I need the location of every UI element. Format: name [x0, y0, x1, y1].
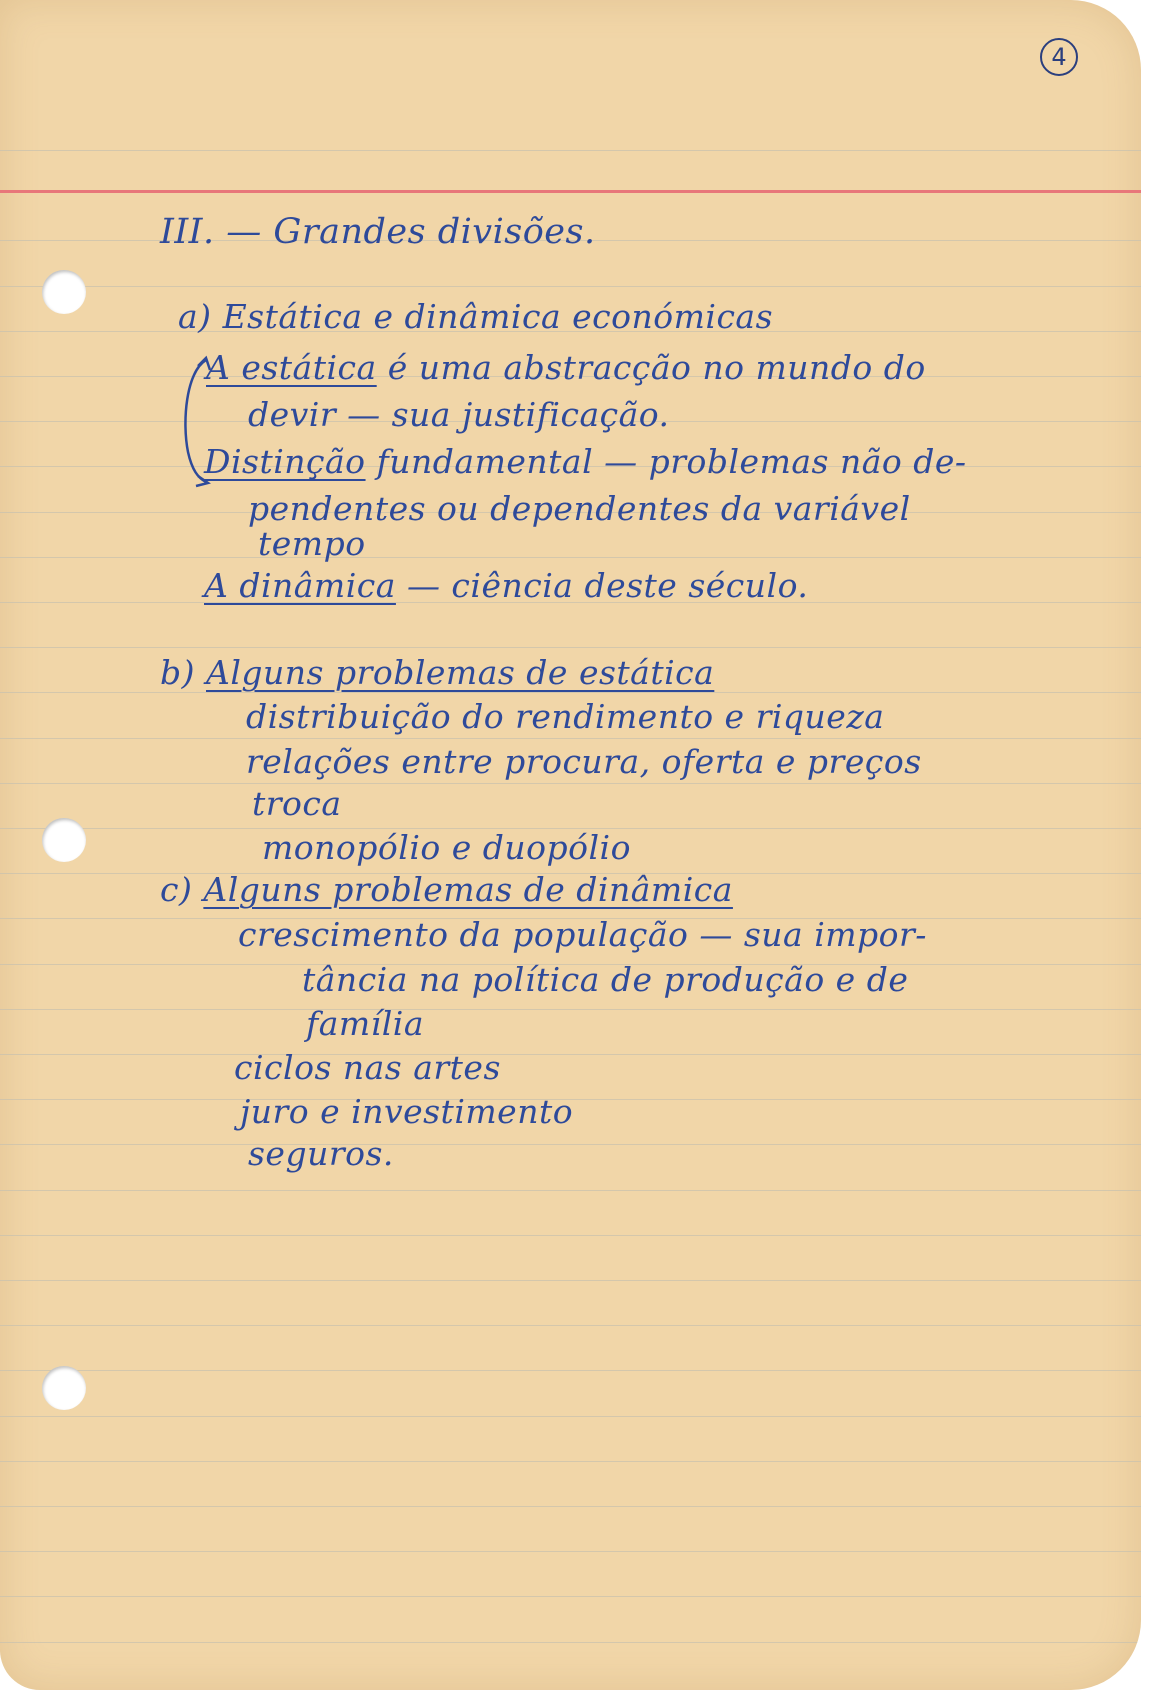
- ruled-line: [0, 692, 1141, 693]
- item-c-title: Alguns problemas de dinâmica: [203, 870, 733, 909]
- section-heading: III. — Grandes divisões.: [160, 212, 596, 252]
- ruled-line: [0, 1325, 1141, 1326]
- ruled-line: [0, 738, 1141, 739]
- ruled-line: [0, 1551, 1141, 1552]
- item-a-line-1: A estática é uma abstracção no mundo do: [206, 348, 926, 387]
- ruled-line: [0, 150, 1141, 151]
- term-dinamica: A dinâmica: [204, 566, 396, 605]
- item-a-line-3: Distinção fundamental — problemas não de-: [204, 442, 967, 481]
- item-b-marker: b): [160, 653, 195, 692]
- ruled-line: [0, 1596, 1141, 1597]
- ruled-line: [0, 1190, 1141, 1191]
- ruled-line: [0, 1416, 1141, 1417]
- item-b-entry: distribuição do rendimento e riqueza: [246, 697, 885, 736]
- section-numeral: III.: [160, 212, 215, 252]
- item-c-entry-continued: família: [306, 1004, 425, 1043]
- item-c-entry: seguros.: [248, 1134, 394, 1173]
- ruled-line: [0, 1144, 1141, 1145]
- item-c-entry: crescimento da população — sua impor-: [238, 915, 927, 954]
- item-a-line-6: A dinâmica — ciência deste século.: [204, 566, 809, 605]
- punch-hole-middle: [42, 818, 86, 862]
- ruled-line: [0, 783, 1141, 784]
- ruled-line: [0, 1370, 1141, 1371]
- item-a-title: Estática e dinâmica económicas: [222, 297, 774, 336]
- item-b-entry: troca: [252, 784, 342, 823]
- item-c-entry-continued: tância na política de produção e de: [302, 960, 909, 999]
- item-b-heading: [160, 653, 714, 692]
- punch-hole-top: [42, 270, 86, 314]
- ruled-line: [0, 1235, 1141, 1236]
- section-title: Grandes divisões.: [273, 212, 596, 252]
- ruled-line: [0, 1009, 1141, 1010]
- ruled-line: [0, 286, 1141, 287]
- ruled-line: [0, 1280, 1141, 1281]
- ruled-line: [0, 557, 1141, 558]
- item-b-entry: monopólio e duopólio: [262, 828, 631, 867]
- ruled-line: [0, 1461, 1141, 1462]
- item-c-marker: c): [160, 870, 193, 909]
- term-estatica: A estática: [206, 348, 377, 387]
- item-a-line-5: tempo: [258, 524, 366, 563]
- ruled-line: [0, 1506, 1141, 1507]
- item-a-line-4: pendentes ou dependentes da variável: [248, 489, 911, 528]
- ruled-line: [0, 647, 1141, 648]
- item-c-entry: ciclos nas artes: [234, 1048, 501, 1087]
- ruled-line: [0, 1642, 1141, 1643]
- item-b-entry: relações entre procura, oferta e preços: [246, 742, 922, 781]
- item-c-entry: juro e investimento: [240, 1092, 574, 1131]
- ruled-line: [0, 1054, 1141, 1055]
- item-a-marker: a): [178, 297, 212, 336]
- term-distincao: Distinção: [204, 442, 366, 481]
- item-c-heading: [160, 870, 733, 909]
- page-number-circle: 4: [1040, 38, 1078, 76]
- punch-hole-bottom: [42, 1366, 86, 1410]
- red-margin-line: [0, 190, 1141, 193]
- item-a-line-2: devir — sua justificação.: [248, 395, 670, 434]
- item-b-title: Alguns problemas de estática: [206, 653, 715, 692]
- item-a-heading: [178, 297, 773, 336]
